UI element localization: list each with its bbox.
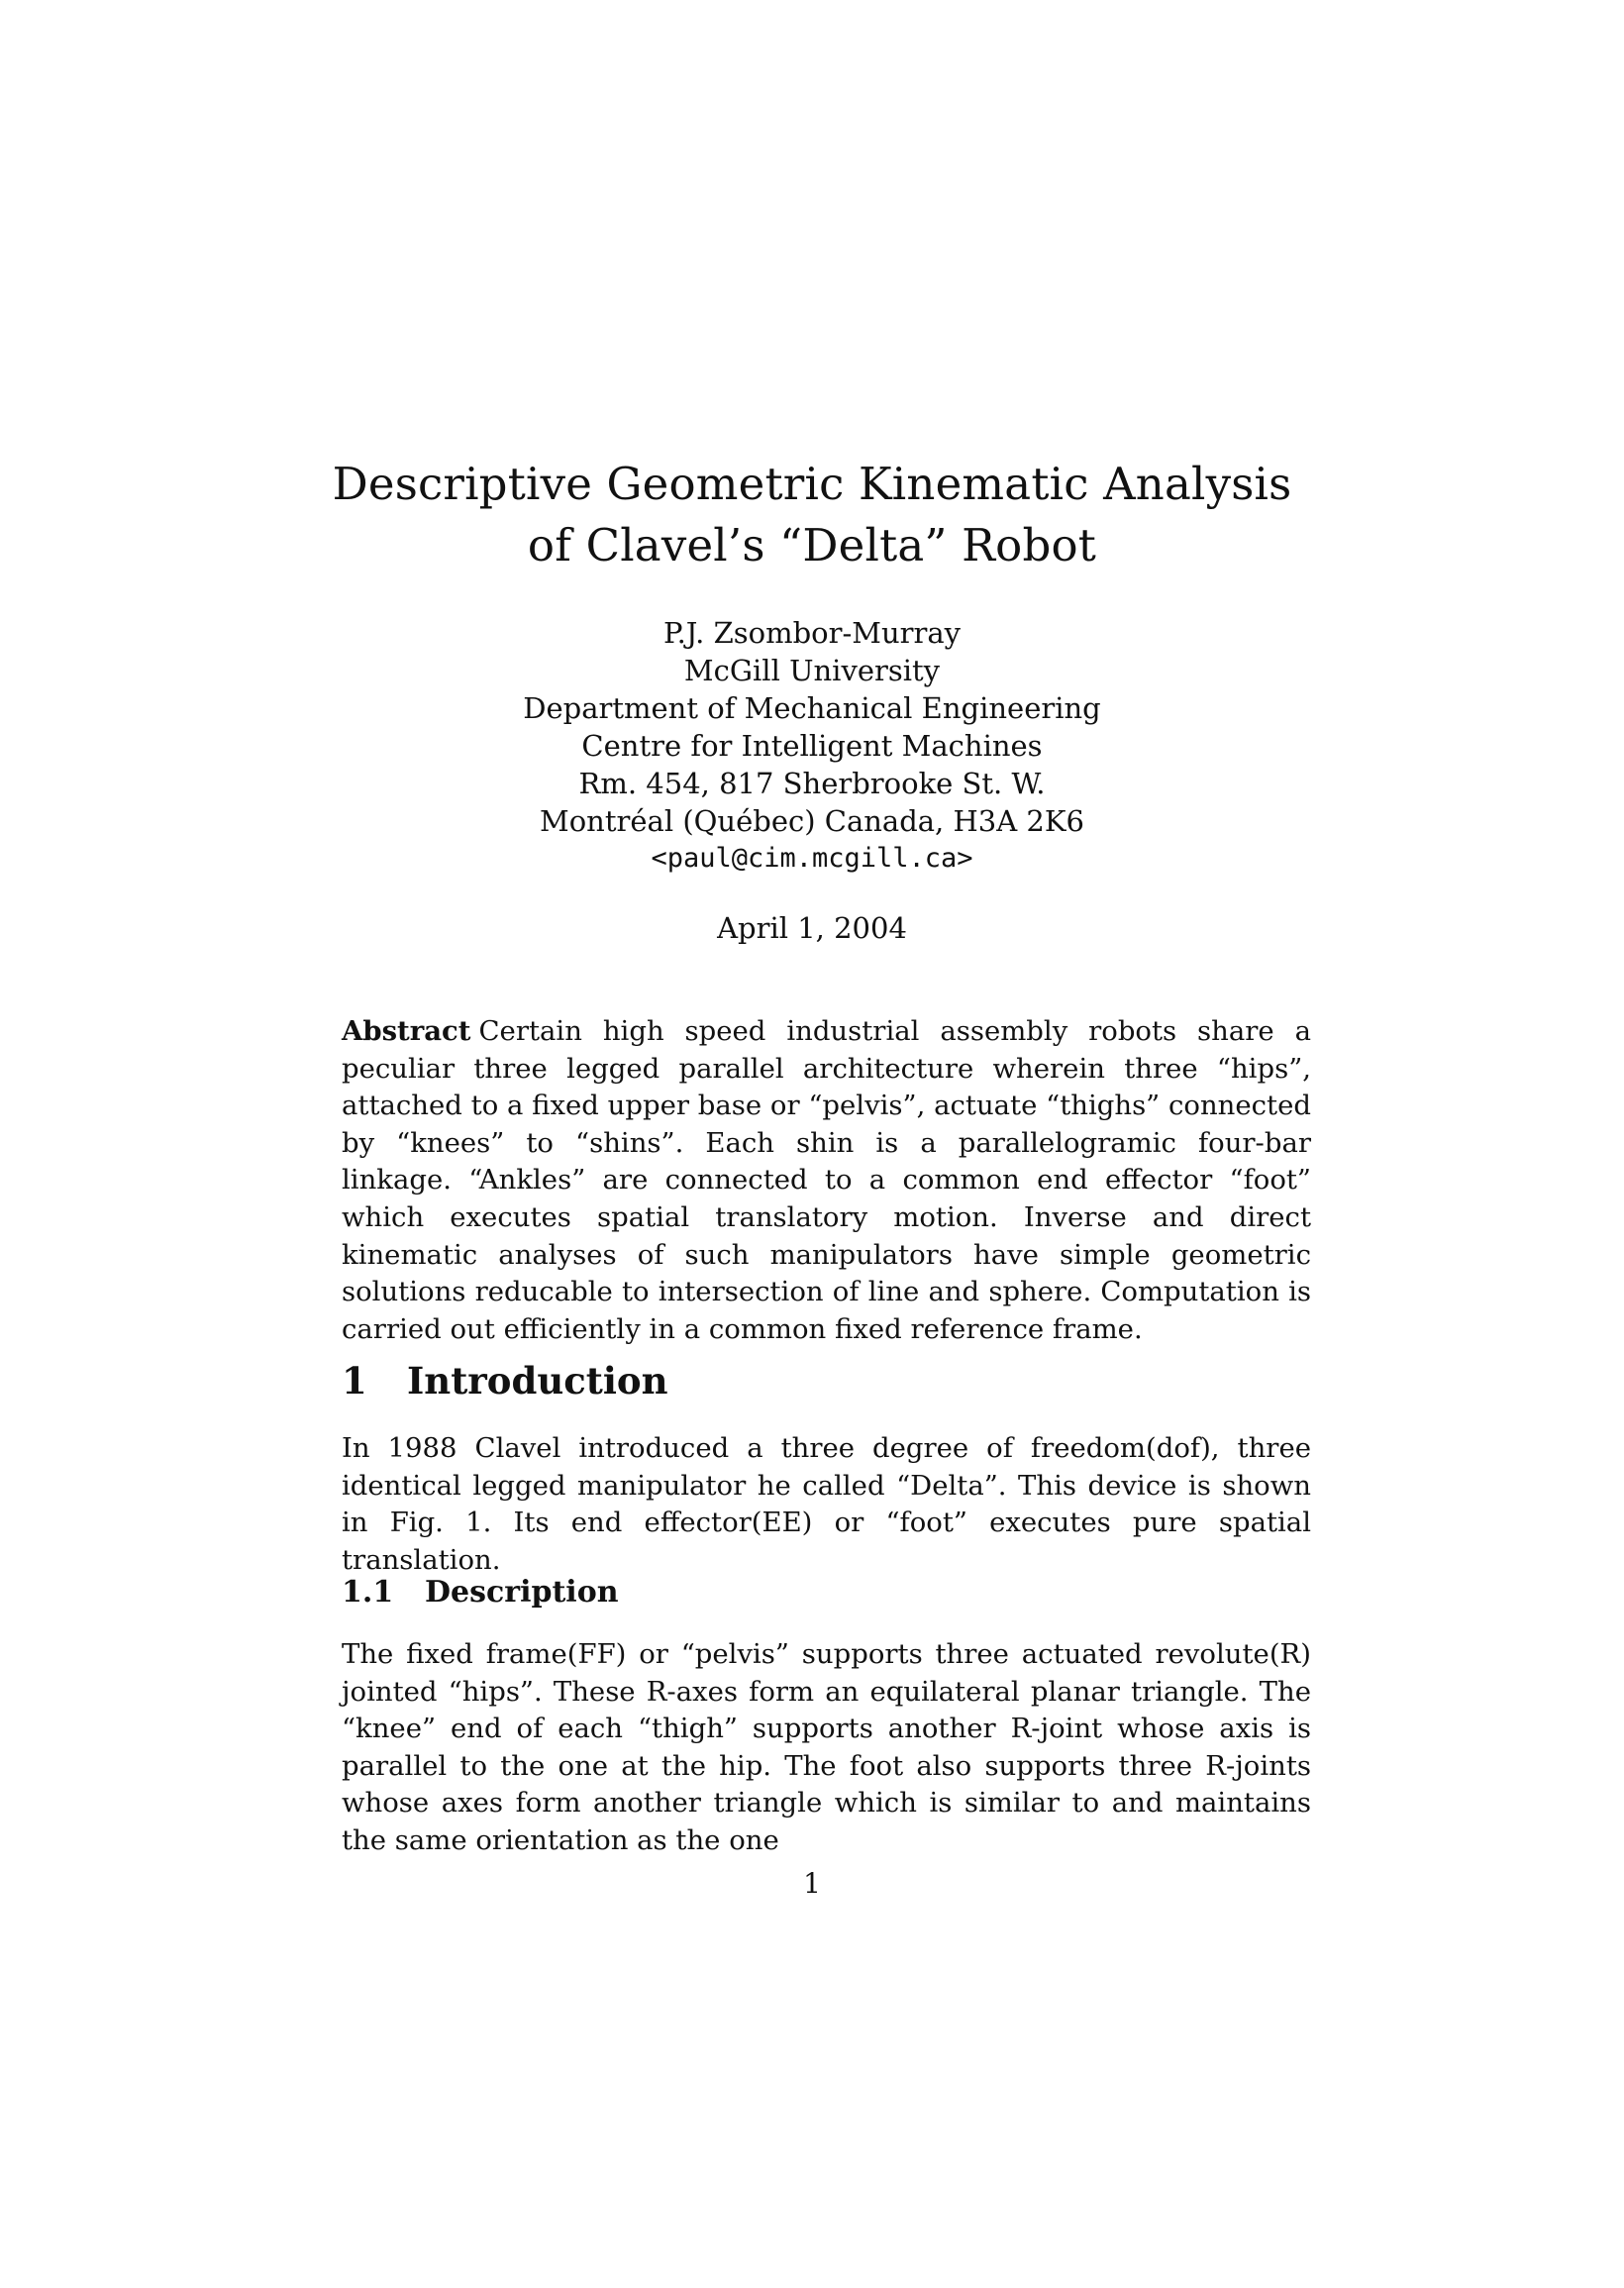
subsection-title: Description: [425, 1575, 619, 1610]
abstract: [342, 1013, 1311, 1348]
author-email: <paul@cim.mcgill.ca>: [651, 843, 973, 874]
abstract-label: Abstract: [342, 1015, 471, 1047]
paper-title: [0, 454, 1624, 576]
paper-date: April 1, 2004: [717, 911, 907, 945]
author-name: P.J. Zsombor-Murray: [662, 616, 962, 650]
abstract-text: Certain high speed industrial assembly robots share a peculiar three legged parallel architecture wherein three “hips”, attached to a fixed upper base or “pelvis”, actuate “thighs” connected by “knees” to “shins”. Each shin is a parallelogramic four-bar linkage. “Ankles” are connected to a common end effector “foot” which executes spatial translatory motion. Inverse and direct kinematic analyses of such manipulators have simple geometric solutions reducable to intersection of line and sphere. Computation is carried out efficiently in a common fixed reference frame.: [342, 1015, 1311, 1345]
author-address: Rm. 454, 817 Sherbrooke St. W.: [578, 767, 1046, 800]
author-block: [0, 614, 1624, 878]
section-title: Introduction: [407, 1359, 668, 1403]
author-department: Department of Mechanical Engineering: [523, 691, 1101, 725]
page-number: 1: [803, 1867, 821, 1900]
author-centre: Centre for Intelligent Machines: [581, 729, 1043, 763]
title-line-2: of Clavel’s “Delta” Robot: [527, 519, 1097, 572]
subsection-number: 1.1: [342, 1575, 394, 1610]
introduction-paragraph: In 1988 Clavel introduced a three degree of freedom(dof), three identical legged manipulator he called “Delta”. This device is shown in Fig. 1. Its end effector(EE) or “foot” executes pure spatial translation.: [342, 1432, 1311, 1576]
title-line-1: Descriptive Geometric Kinematic Analysis: [332, 458, 1292, 510]
author-university: McGill University: [683, 654, 941, 687]
description-paragraph: The fixed frame(FF) or “pelvis” supports three actuated revolute(R) jointed “hips”. These R-axes form an equilateral planar triangle. The “knee” end of each “thigh” supports another R-joint whose axis is parallel to the one at the hip. The foot also supports three R-joints whose axes form another triangle which is similar to and maintains the same orientation as the one: [342, 1638, 1311, 1856]
section-heading-introduction: [342, 1357, 668, 1404]
author-city: Montréal (Québec) Canada, H3A 2K6: [540, 804, 1084, 838]
section-number: 1: [342, 1359, 367, 1403]
subsection-heading-description: [342, 1573, 619, 1612]
